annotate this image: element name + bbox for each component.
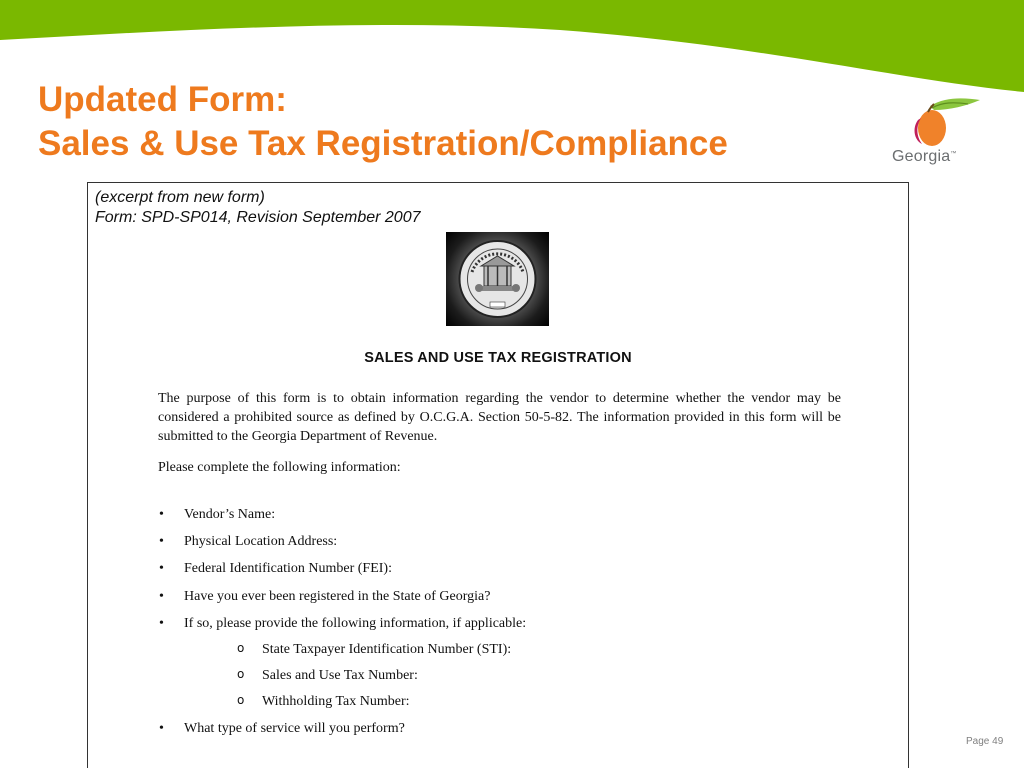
bullet-icon: •: [159, 721, 164, 736]
circle-bullet-icon: o: [237, 693, 245, 707]
list-item: • Have you ever been registered in the State of Georgia?: [159, 589, 491, 604]
document-excerpt-frame: [87, 182, 909, 768]
bullet-icon: •: [159, 534, 164, 549]
form-id: Form: SPD-SP014, Revision September 2007: [95, 209, 421, 226]
list-item: • Physical Location Address:: [159, 534, 338, 549]
page-number: Page 49: [966, 736, 1004, 747]
sub-list-item: o Withholding Tax Number:: [237, 693, 410, 709]
bullet-icon: •: [159, 616, 164, 631]
instruction-text: Please complete the following information:: [158, 460, 401, 475]
list-item: • What type of service will you perform?: [159, 721, 405, 736]
excerpt-note: (excerpt from new form): [95, 189, 265, 206]
sub-list-item: o State Taxpayer Identification Number (STI):: [237, 641, 512, 657]
list-item: • Vendor’s Name:: [159, 507, 276, 522]
purpose-paragraph: The purpose of this form is to obtain information regarding the vendor to determine whether the vendor may be considered a prohibited source as defined by O.C.G.A. Section 50-5-82. The information provided in this form will be submitted to the Georgia Department of Revenue.: [158, 391, 841, 444]
bullet-icon: •: [159, 507, 164, 522]
sub-list-item: o Sales and Use Tax Number:: [237, 667, 418, 683]
circle-bullet-icon: o: [237, 667, 245, 681]
slide-title: [38, 78, 728, 166]
form-heading: SALES AND USE TAX REGISTRATION: [364, 350, 632, 366]
excerpt-caption: [95, 188, 420, 228]
bullet-icon: •: [159, 589, 164, 604]
list-item: • If so, please provide the following information, if applicable:: [159, 616, 527, 631]
georgia-logo-text: Georgia™: [892, 148, 957, 165]
circle-bullet-icon: o: [237, 641, 245, 655]
bullet-icon: •: [159, 561, 164, 576]
list-item: • Federal Identification Number (FEI):: [159, 561, 392, 576]
state-seal-image: [446, 232, 549, 326]
state-seal-icon: [446, 232, 549, 326]
slide-title-line-1: Updated Form:: [38, 80, 287, 119]
slide-title-line-2: Sales & Use Tax Registration/Compliance: [38, 124, 728, 163]
